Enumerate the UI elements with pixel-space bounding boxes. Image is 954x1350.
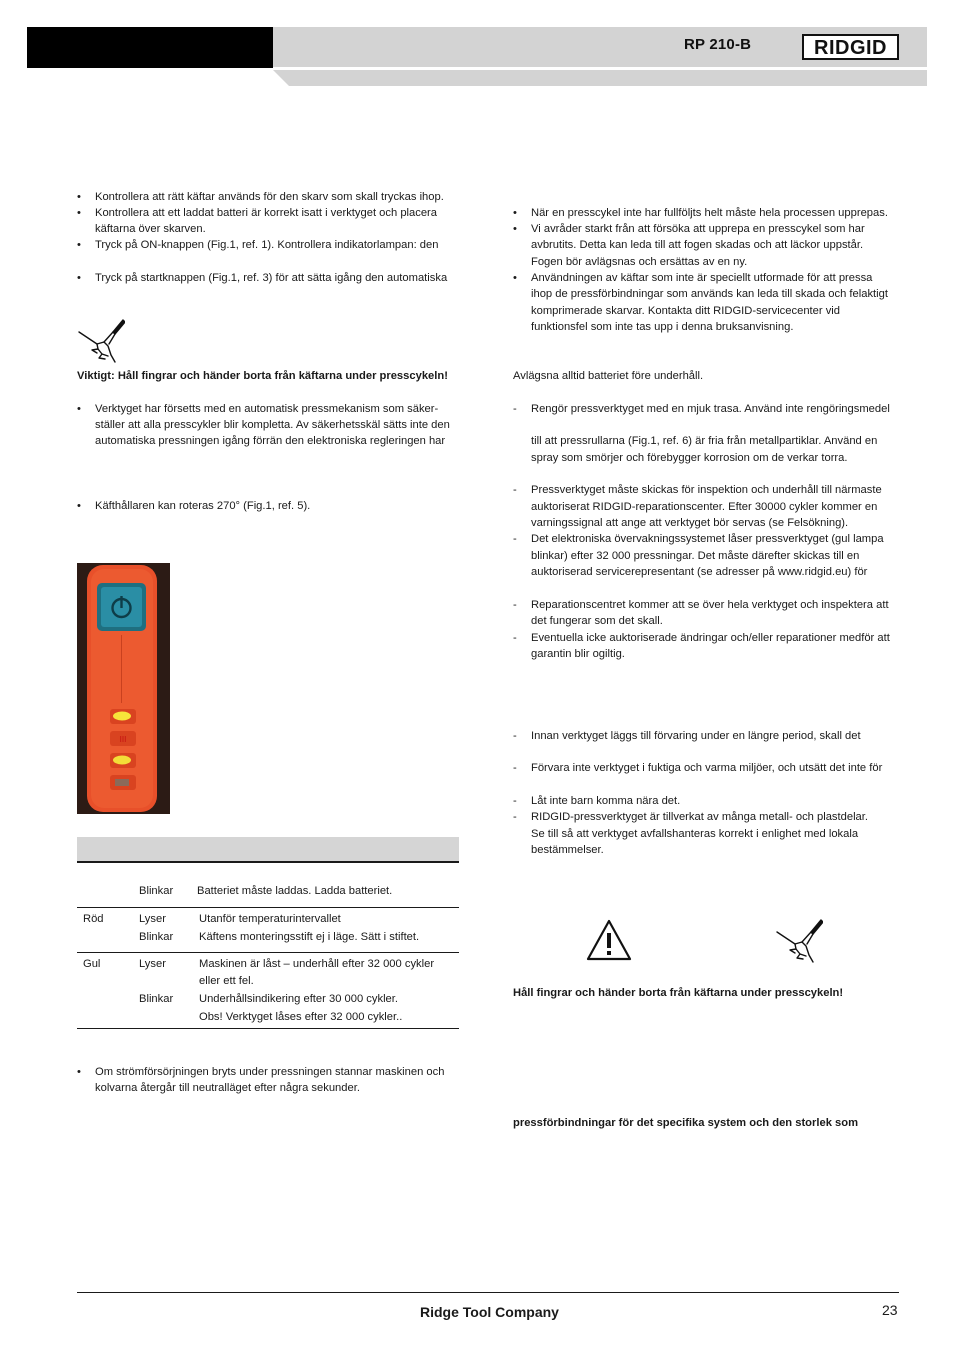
dash-text: RIDGID-pressverktyget är tillverkat av många metall- och plastdelar. (531, 811, 868, 823)
dash-text: varningssignal att ange att verktyget bör servas (se Felsökning). (531, 517, 849, 529)
bullet-marker: • (513, 272, 517, 284)
hand-caution-icon (77, 318, 125, 364)
bullet-marker: • (77, 500, 81, 512)
hand-caution-icon (775, 918, 823, 964)
bullet-text: Användningen av käftar som inte är speciellt utformade för att pressa (531, 272, 873, 284)
page-number: 23 (882, 1302, 898, 1318)
dash-marker: - (513, 484, 517, 496)
bullet-marker: • (77, 239, 81, 251)
table-rule (77, 907, 459, 908)
table-cell: Maskinen är låst – underhåll efter 32 000 cykler (199, 958, 435, 970)
dash-text: Låt inte barn komma nära det. (531, 795, 681, 807)
bullet-text: Verktyget har försetts med en automatisk pressmekanism som säker- (95, 403, 439, 415)
bullet-text: ställer att alla presscykler blir kompletta. Av säkerhetsskäl sätts inte den (95, 419, 450, 431)
bullet-text: Kontrollera att rätt käftar används för den skarv som skall tryckas ihop. (95, 191, 444, 203)
table-rule (77, 952, 459, 953)
table-cell: Batteriet måste laddas. Ladda batteriet. (197, 885, 393, 897)
table-header (77, 837, 459, 861)
dash-text: Rengör pressverktyget med en mjuk trasa. Använd inte rengöringsmedel (531, 403, 890, 415)
dash-text: Reparationscentret kommer att se över hela verktyget och inspektera att (531, 599, 889, 611)
dash-text: Det elektroniska övervakningssystemet låser pressverktyget (gul lampa (531, 533, 884, 545)
bullet-text: Kontrollera att ett laddat batteri är korrekt isatt i verktyget och placera (95, 207, 438, 219)
important-note: Viktigt: Håll fingrar och händer borta från käftarna under presscykeln! (77, 370, 448, 382)
warning-note: Håll fingrar och händer borta från käftarna under presscykeln! (513, 987, 844, 999)
dash-text: Innan verktyget läggs till förvaring under en längre period, skall det (531, 730, 861, 742)
bullet-text: Om strömförsörjningen bryts under pressningen stannar maskinen och (95, 1066, 445, 1078)
dash-text: spray som smörjer och förebygger korrosion om de verkar torra. (531, 452, 848, 464)
table-cell: Lyser (139, 913, 166, 925)
dash-text: till att pressrullarna (Fig.1, ref. 6) är fria från metallpartiklar. Använd en (531, 435, 878, 447)
bullet-marker: • (513, 207, 517, 219)
dash-marker: - (513, 533, 517, 545)
dash-marker: - (513, 811, 517, 823)
dash-text: Eventuella icke auktoriserade ändringar och/eller reparationer medför att (531, 632, 890, 644)
dash-text: auktoriserad servicerepresentant (se adresser på www.ridgid.eu) för (531, 566, 868, 578)
final-note: pressförbindningar för det specifika system och den storlek som (513, 1117, 859, 1129)
bullet-text: funktionsfel som inte tas upp i denna bruksanvisning. (531, 321, 794, 333)
indicator-panel-photo (77, 563, 170, 814)
battery-note: Avlägsna alltid batteriet före underhåll. (513, 370, 704, 382)
header-gray-strip (273, 70, 927, 86)
svg-text:RIDGID: RIDGID (814, 37, 887, 59)
dash-text: auktoriserat RIDGID-reparationscenter. Efter 30000 cykler kommer en (531, 501, 878, 513)
header-black-band (27, 27, 273, 68)
bullet-text: Käfthållaren kan roteras 270° (Fig.1, ref. 5). (95, 500, 311, 512)
table-cell: Blinkar (139, 885, 174, 897)
table-rule (77, 1028, 459, 1029)
bullet-text: komprimerade skarvar. Kontakta ditt RIDGID-servicecenter vid (531, 305, 841, 317)
table-cell: eller ett fel. (199, 975, 254, 987)
dash-text: blinkar) efter 32 000 pressningar. Det måste därefter skickas till en (531, 550, 860, 562)
footer-company: Ridge Tool Company (420, 1304, 559, 1320)
dash-text: det fungerar som det skall. (531, 615, 663, 627)
bullet-text: käftarna över skarven. (95, 223, 206, 235)
bullet-marker: • (77, 1066, 81, 1078)
table-cell: Underhållsindikering efter 30 000 cykler. (199, 993, 398, 1005)
table-cell: Blinkar (139, 931, 174, 943)
dash-text: Se till så att verktyget avfallshanteras korrekt i enlighet med lokala (531, 828, 859, 840)
table-cell: Lyser (139, 958, 166, 970)
table-cell: Gul (83, 958, 101, 970)
footer-rule (77, 1292, 899, 1293)
dash-marker: - (513, 403, 517, 415)
bullet-marker: • (77, 207, 81, 219)
bullet-text: automatiska pressningen igång förrän den elektroniska regleringen har (95, 435, 446, 447)
dash-marker: - (513, 632, 517, 644)
bullet-text: kolvarna återgår till neutralläget efter några sekunder. (95, 1082, 360, 1094)
bullet-text: ihop de pressförbindningar som används kan leda till skada och felaktigt (531, 288, 888, 300)
ridgid-logo (802, 34, 899, 62)
bullet-text: Fogen bör avlägsnas och ersättas av en ny. (531, 256, 748, 268)
svg-text:III: III (119, 735, 127, 744)
dash-marker: - (513, 599, 517, 611)
table-cell: Utanför temperaturintervallet (199, 913, 341, 925)
bullet-marker: • (513, 223, 517, 235)
table-rule (77, 861, 459, 863)
warning-triangle-icon (585, 918, 633, 962)
bullet-text: Tryck på startknappen (Fig.1, ref. 3) för att sätta igång den automatiska (95, 272, 448, 284)
dash-marker: - (513, 730, 517, 742)
table-cell: Obs! Verktyget låses efter 32 000 cykler.. (199, 1011, 403, 1023)
dash-marker: - (513, 795, 517, 807)
bullet-text: När en presscykel inte har fullföljts helt måste hela processen upprepas. (531, 207, 888, 219)
dash-marker: - (513, 762, 517, 774)
bullet-text: Vi avråder starkt från att försöka att upprepa en presscykel som har (531, 223, 865, 235)
dash-text: bestämmelser. (531, 844, 604, 856)
table-cell: Röd (83, 913, 104, 925)
bullet-marker: • (77, 272, 81, 284)
bullet-text: Tryck på ON-knappen (Fig.1, ref. 1). Kontrollera indikatorlampan: den (95, 239, 439, 251)
bullet-marker: • (77, 403, 81, 415)
dash-text: Pressverktyget måste skickas för inspektion och underhåll till närmaste (531, 484, 882, 496)
table-cell: Blinkar (139, 993, 174, 1005)
dash-text: Förvara inte verktyget i fuktiga och varma miljöer, och utsätt det inte för (531, 762, 883, 774)
table-cell: Käftens monteringsstift ej i läge. Sätt i stiftet. (199, 931, 420, 943)
bullet-marker: • (77, 191, 81, 203)
bullet-text: avbrutits. Detta kan leda till att fogen skadas och att läckor uppstår. (531, 239, 864, 251)
model-label: RP 210-B (684, 36, 752, 53)
dash-text: garantin blir ogiltig. (531, 648, 625, 660)
